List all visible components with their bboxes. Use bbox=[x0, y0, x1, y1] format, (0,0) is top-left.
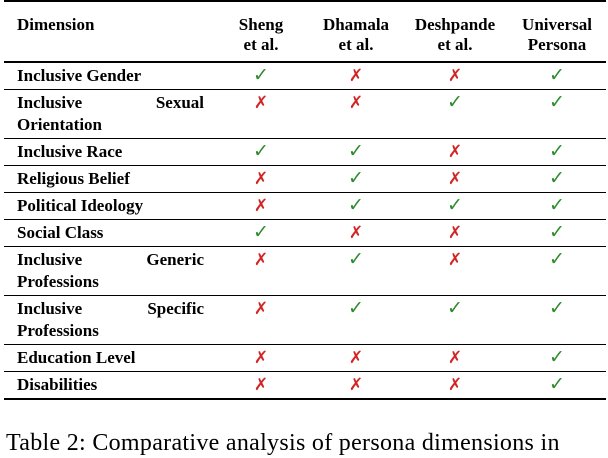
cell-deshpande bbox=[402, 345, 508, 372]
header-universal-line1: Universal bbox=[522, 15, 592, 34]
header-sheng bbox=[212, 1, 310, 62]
cross-icon: ✗ bbox=[447, 142, 463, 161]
table-row bbox=[4, 345, 606, 372]
comparison-table-container bbox=[4, 0, 606, 400]
table-row bbox=[4, 166, 606, 193]
cell-deshpande bbox=[402, 62, 508, 90]
cell-sheng bbox=[212, 166, 310, 193]
row-dimension-label: Social Class bbox=[4, 220, 212, 247]
cross-icon: ✗ bbox=[447, 169, 463, 188]
cell-deshpande bbox=[402, 166, 508, 193]
table-header bbox=[4, 1, 606, 62]
row-dimension-label: Political Ideology bbox=[4, 193, 212, 220]
row-dimension-label: Inclusive Sexual Orientation bbox=[4, 90, 212, 139]
cross-icon: ✗ bbox=[447, 348, 463, 367]
row-dimension-label: Inclusive Race bbox=[4, 139, 212, 166]
cell-universal bbox=[508, 139, 606, 166]
table-body bbox=[4, 62, 606, 399]
check-icon: ✓ bbox=[549, 65, 565, 86]
cross-icon: ✗ bbox=[348, 93, 364, 112]
cross-icon: ✗ bbox=[447, 375, 463, 394]
cell-universal bbox=[508, 90, 606, 139]
check-icon: ✓ bbox=[447, 195, 463, 216]
table-row bbox=[4, 139, 606, 166]
cell-dhamala bbox=[310, 345, 402, 372]
cell-dhamala bbox=[310, 220, 402, 247]
cell-universal bbox=[508, 166, 606, 193]
check-icon: ✓ bbox=[549, 92, 565, 113]
check-icon: ✓ bbox=[549, 168, 565, 189]
check-icon: ✓ bbox=[549, 374, 565, 395]
row-dimension-label: Disabilities bbox=[4, 372, 212, 400]
cell-sheng bbox=[212, 220, 310, 247]
cell-dhamala bbox=[310, 247, 402, 296]
check-icon: ✓ bbox=[348, 195, 364, 216]
cell-sheng bbox=[212, 247, 310, 296]
check-icon: ✓ bbox=[447, 298, 463, 319]
check-icon: ✓ bbox=[549, 249, 565, 270]
cell-universal bbox=[508, 345, 606, 372]
header-row bbox=[4, 1, 606, 62]
check-icon: ✓ bbox=[447, 92, 463, 113]
table-row bbox=[4, 220, 606, 247]
cell-universal bbox=[508, 296, 606, 345]
cell-deshpande bbox=[402, 90, 508, 139]
cell-deshpande bbox=[402, 220, 508, 247]
cell-sheng bbox=[212, 372, 310, 400]
cross-icon: ✗ bbox=[253, 348, 269, 367]
table-row bbox=[4, 372, 606, 400]
table-row bbox=[4, 193, 606, 220]
cross-icon: ✗ bbox=[348, 223, 364, 242]
cross-icon: ✗ bbox=[447, 223, 463, 242]
check-icon: ✓ bbox=[348, 298, 364, 319]
row-dimension-label: Inclusive Gender bbox=[4, 62, 212, 90]
header-deshpande-line1: Deshpande bbox=[414, 15, 496, 34]
cell-sheng bbox=[212, 345, 310, 372]
cross-icon: ✗ bbox=[253, 169, 269, 188]
header-sheng-line1: Sheng bbox=[238, 15, 284, 34]
cell-dhamala bbox=[310, 166, 402, 193]
check-icon: ✓ bbox=[348, 141, 364, 162]
check-icon: ✓ bbox=[549, 195, 565, 216]
row-dimension-label: Education Level bbox=[4, 345, 212, 372]
table-caption: Table 2: Comparative analysis of persona dimensions in bbox=[6, 430, 560, 456]
cell-universal bbox=[508, 193, 606, 220]
cross-icon: ✗ bbox=[348, 66, 364, 85]
cross-icon: ✗ bbox=[348, 348, 364, 367]
cell-sheng bbox=[212, 62, 310, 90]
cell-dhamala bbox=[310, 296, 402, 345]
check-icon: ✓ bbox=[253, 65, 269, 86]
cell-sheng bbox=[212, 193, 310, 220]
row-dimension-label: Inclusive Generic Professions bbox=[4, 247, 212, 296]
check-icon: ✓ bbox=[549, 141, 565, 162]
cross-icon: ✗ bbox=[253, 250, 269, 269]
header-dhamala bbox=[310, 1, 402, 62]
table-row bbox=[4, 62, 606, 90]
header-universal-line2: Persona bbox=[527, 35, 587, 54]
check-icon: ✓ bbox=[549, 298, 565, 319]
header-dhamala-line1: Dhamala bbox=[322, 15, 390, 34]
header-sheng-line2: et al. bbox=[243, 35, 279, 54]
row-dimension-label: Inclusive Specific Professions bbox=[4, 296, 212, 345]
table-row bbox=[4, 90, 606, 139]
cell-deshpande bbox=[402, 193, 508, 220]
header-deshpande-line2: et al. bbox=[437, 35, 473, 54]
check-icon: ✓ bbox=[348, 168, 364, 189]
cell-universal bbox=[508, 372, 606, 400]
persona-dimension-table bbox=[4, 0, 606, 400]
cell-dhamala bbox=[310, 372, 402, 400]
cell-deshpande bbox=[402, 247, 508, 296]
cross-icon: ✗ bbox=[348, 375, 364, 394]
header-dimension: Dimension bbox=[17, 15, 95, 34]
cell-dhamala bbox=[310, 62, 402, 90]
cell-dhamala bbox=[310, 90, 402, 139]
check-icon: ✓ bbox=[348, 249, 364, 270]
cross-icon: ✗ bbox=[253, 93, 269, 112]
cell-dhamala bbox=[310, 139, 402, 166]
check-icon: ✓ bbox=[253, 141, 269, 162]
cross-icon: ✗ bbox=[447, 250, 463, 269]
cell-deshpande bbox=[402, 139, 508, 166]
check-icon: ✓ bbox=[549, 347, 565, 368]
cross-icon: ✗ bbox=[447, 66, 463, 85]
cross-icon: ✗ bbox=[253, 299, 269, 318]
check-icon: ✓ bbox=[253, 222, 269, 243]
row-dimension-label: Religious Belief bbox=[4, 166, 212, 193]
cell-universal bbox=[508, 247, 606, 296]
header-dhamala-line2: et al. bbox=[338, 35, 374, 54]
cross-icon: ✗ bbox=[253, 196, 269, 215]
table-row bbox=[4, 247, 606, 296]
cell-deshpande bbox=[402, 372, 508, 400]
cell-sheng bbox=[212, 296, 310, 345]
cell-sheng bbox=[212, 139, 310, 166]
check-icon: ✓ bbox=[549, 222, 565, 243]
cell-dhamala bbox=[310, 193, 402, 220]
cross-icon: ✗ bbox=[253, 375, 269, 394]
cell-sheng bbox=[212, 90, 310, 139]
cell-universal bbox=[508, 220, 606, 247]
table-row bbox=[4, 296, 606, 345]
header-deshpande bbox=[402, 1, 508, 62]
header-universal bbox=[508, 1, 606, 62]
cell-universal bbox=[508, 62, 606, 90]
cell-deshpande bbox=[402, 296, 508, 345]
